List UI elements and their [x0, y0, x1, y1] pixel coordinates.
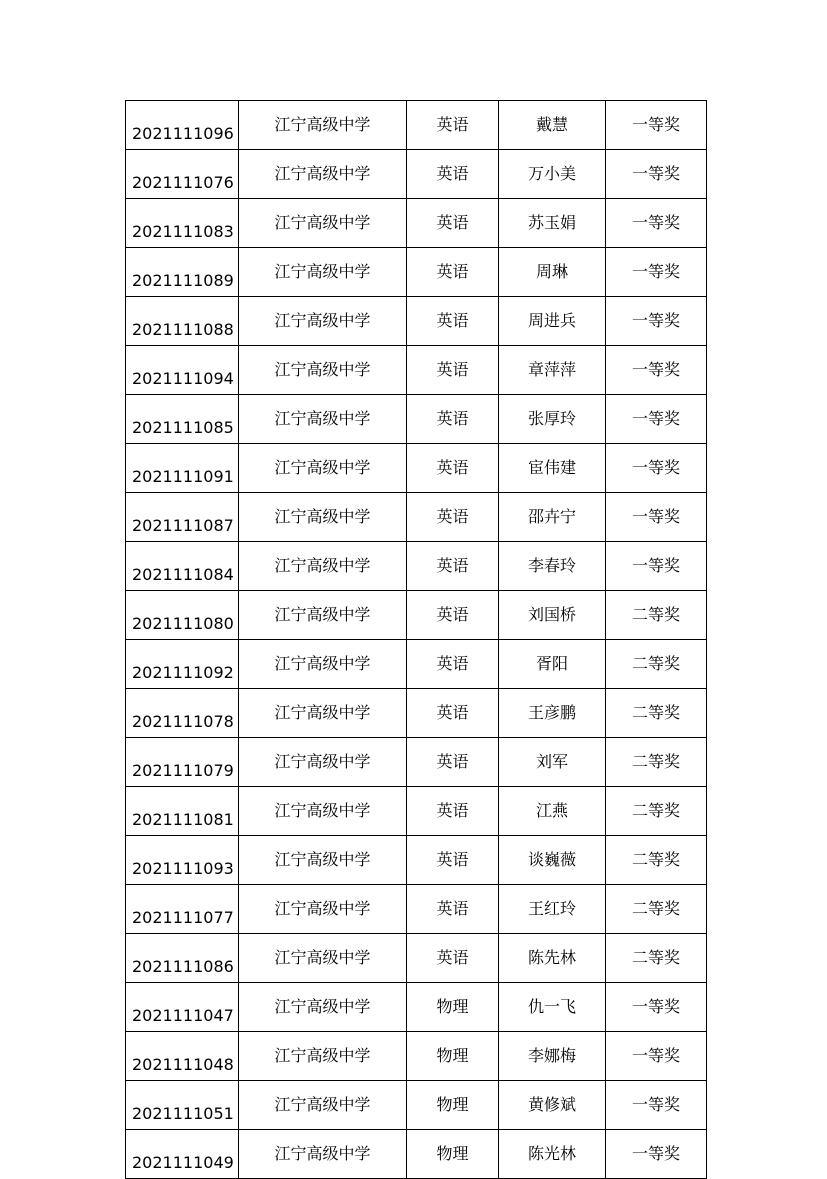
cell-subject-text: 英语: [436, 605, 469, 624]
cell-school-text: 江宁高级中学: [274, 752, 371, 771]
cell-subject-text: 英语: [436, 948, 469, 967]
cell-school: [239, 1130, 407, 1179]
cell-award: [606, 150, 707, 199]
cell-name: [499, 395, 606, 444]
cell-subject-text: 英语: [436, 507, 469, 526]
cell-subject-text: 英语: [436, 409, 469, 428]
cell-school-text: 江宁高级中学: [274, 360, 371, 379]
cell-id: [126, 640, 239, 689]
cell-award: [606, 1081, 707, 1130]
cell-name: [499, 689, 606, 738]
cell-name: [499, 1081, 606, 1130]
cell-id-text: 2021111084: [132, 565, 234, 584]
table-row: [126, 395, 707, 444]
cell-award: [606, 493, 707, 542]
cell-award: [606, 689, 707, 738]
cell-id: [126, 1081, 239, 1130]
cell-id-text: 2021111049: [132, 1153, 234, 1172]
cell-name: [499, 1130, 606, 1179]
cell-name-text: 宦伟建: [527, 458, 576, 477]
cell-award: [606, 248, 707, 297]
cell-name: [499, 297, 606, 346]
cell-name-text: 李春玲: [527, 556, 576, 575]
cell-school-text: 江宁高级中学: [274, 948, 371, 967]
table-row: [126, 297, 707, 346]
cell-name: [499, 591, 606, 640]
cell-name: [499, 346, 606, 395]
cell-name: [499, 542, 606, 591]
cell-id: [126, 591, 239, 640]
cell-id: [126, 493, 239, 542]
cell-subject: [407, 101, 499, 150]
cell-school: [239, 591, 407, 640]
cell-subject-text: 英语: [436, 262, 469, 281]
award-table: [125, 100, 707, 1179]
cell-name-text: 万小美: [527, 164, 576, 183]
cell-award: [606, 738, 707, 787]
cell-subject-text: 英语: [436, 703, 469, 722]
cell-award-text: 二等奖: [631, 850, 680, 869]
cell-name-text: 邵卉宁: [527, 507, 576, 526]
cell-subject: [407, 297, 499, 346]
cell-name: [499, 640, 606, 689]
table-row: [126, 1081, 707, 1130]
cell-id-text: 2021111087: [132, 516, 234, 535]
cell-subject: [407, 787, 499, 836]
cell-school-text: 江宁高级中学: [274, 115, 371, 134]
table-row: [126, 101, 707, 150]
cell-id-text: 2021111088: [132, 320, 234, 339]
cell-award-text: 一等奖: [631, 164, 680, 183]
cell-award-text: 一等奖: [631, 1144, 680, 1163]
cell-name-text: 仇一飞: [527, 997, 576, 1016]
table-row: [126, 689, 707, 738]
cell-subject-text: 英语: [436, 801, 469, 820]
table-row: [126, 983, 707, 1032]
cell-name-text: 谈巍薇: [527, 850, 576, 869]
cell-school: [239, 150, 407, 199]
cell-award-text: 二等奖: [631, 703, 680, 722]
table-row: [126, 934, 707, 983]
cell-name-text: 章萍萍: [527, 360, 576, 379]
cell-id: [126, 983, 239, 1032]
cell-id-text: 2021111080: [132, 614, 234, 633]
cell-id-text: 2021111091: [132, 467, 234, 486]
cell-subject: [407, 444, 499, 493]
cell-award-text: 一等奖: [631, 1046, 680, 1065]
cell-school-text: 江宁高级中学: [274, 654, 371, 673]
cell-award: [606, 836, 707, 885]
table-row: [126, 199, 707, 248]
table-row: [126, 150, 707, 199]
cell-school: [239, 248, 407, 297]
cell-subject-text: 英语: [436, 556, 469, 575]
cell-school: [239, 493, 407, 542]
cell-name: [499, 885, 606, 934]
cell-name: [499, 836, 606, 885]
cell-subject-text: 物理: [436, 1046, 469, 1065]
cell-award-text: 一等奖: [631, 115, 680, 134]
cell-school: [239, 395, 407, 444]
cell-school: [239, 787, 407, 836]
cell-school: [239, 836, 407, 885]
cell-school-text: 江宁高级中学: [274, 556, 371, 575]
cell-award-text: 一等奖: [631, 409, 680, 428]
cell-award-text: 二等奖: [631, 654, 680, 673]
table-row: [126, 738, 707, 787]
cell-id: [126, 101, 239, 150]
cell-award-text: 二等奖: [631, 752, 680, 771]
cell-school: [239, 346, 407, 395]
cell-school-text: 江宁高级中学: [274, 997, 371, 1016]
cell-name: [499, 934, 606, 983]
cell-school-text: 江宁高级中学: [274, 262, 371, 281]
cell-school-text: 江宁高级中学: [274, 311, 371, 330]
cell-id-text: 2021111047: [132, 1006, 234, 1025]
cell-school-text: 江宁高级中学: [274, 1046, 371, 1065]
cell-subject: [407, 885, 499, 934]
cell-school: [239, 199, 407, 248]
cell-subject-text: 物理: [436, 1095, 469, 1114]
cell-school-text: 江宁高级中学: [274, 899, 371, 918]
cell-id-text: 2021111089: [132, 271, 234, 290]
cell-subject: [407, 150, 499, 199]
table-row: [126, 591, 707, 640]
cell-award: [606, 1130, 707, 1179]
cell-subject-text: 英语: [436, 360, 469, 379]
table-row: [126, 1130, 707, 1179]
cell-name-text: 戴慧: [535, 115, 568, 134]
cell-subject: [407, 493, 499, 542]
cell-name-text: 苏玉娟: [527, 213, 576, 232]
cell-school-text: 江宁高级中学: [274, 801, 371, 820]
cell-name-text: 江燕: [535, 801, 568, 820]
cell-school-text: 江宁高级中学: [274, 703, 371, 722]
cell-award: [606, 542, 707, 591]
cell-id: [126, 1032, 239, 1081]
table-row: [126, 542, 707, 591]
cell-subject-text: 物理: [436, 1144, 469, 1163]
cell-id-text: 2021111076: [132, 173, 234, 192]
cell-id: [126, 1130, 239, 1179]
cell-subject-text: 物理: [436, 997, 469, 1016]
cell-school-text: 江宁高级中学: [274, 605, 371, 624]
cell-subject: [407, 836, 499, 885]
cell-subject-text: 英语: [436, 654, 469, 673]
cell-subject: [407, 248, 499, 297]
cell-id: [126, 346, 239, 395]
cell-id: [126, 787, 239, 836]
cell-name: [499, 150, 606, 199]
cell-id-text: 2021111077: [132, 908, 234, 927]
cell-school: [239, 640, 407, 689]
cell-school: [239, 101, 407, 150]
cell-school-text: 江宁高级中学: [274, 1144, 371, 1163]
cell-school: [239, 885, 407, 934]
cell-id: [126, 738, 239, 787]
cell-id-text: 2021111092: [132, 663, 234, 682]
cell-subject: [407, 738, 499, 787]
cell-school-text: 江宁高级中学: [274, 213, 371, 232]
cell-id: [126, 248, 239, 297]
cell-subject-text: 英语: [436, 752, 469, 771]
table-row: [126, 1032, 707, 1081]
cell-subject: [407, 934, 499, 983]
cell-award-text: 一等奖: [631, 360, 680, 379]
cell-id: [126, 885, 239, 934]
table-row: [126, 444, 707, 493]
cell-award: [606, 983, 707, 1032]
cell-subject: [407, 591, 499, 640]
cell-name: [499, 493, 606, 542]
cell-subject: [407, 983, 499, 1032]
cell-subject-text: 英语: [436, 164, 469, 183]
cell-subject-text: 英语: [436, 213, 469, 232]
cell-id-text: 2021111081: [132, 810, 234, 829]
cell-name-text: 陈先林: [527, 948, 576, 967]
cell-award: [606, 1032, 707, 1081]
cell-name-text: 刘国桥: [527, 605, 576, 624]
cell-id-text: 2021111078: [132, 712, 234, 731]
table-row: [126, 885, 707, 934]
cell-award-text: 一等奖: [631, 311, 680, 330]
cell-school: [239, 444, 407, 493]
cell-award-text: 二等奖: [631, 899, 680, 918]
cell-id: [126, 836, 239, 885]
table-row: [126, 493, 707, 542]
cell-subject: [407, 1130, 499, 1179]
cell-award-text: 一等奖: [631, 1095, 680, 1114]
cell-award: [606, 591, 707, 640]
cell-id-text: 2021111083: [132, 222, 234, 241]
cell-school: [239, 934, 407, 983]
cell-subject-text: 英语: [436, 458, 469, 477]
cell-school-text: 江宁高级中学: [274, 507, 371, 526]
cell-name: [499, 248, 606, 297]
cell-name: [499, 787, 606, 836]
cell-award: [606, 640, 707, 689]
cell-award-text: 一等奖: [631, 262, 680, 281]
cell-name: [499, 983, 606, 1032]
cell-subject-text: 英语: [436, 899, 469, 918]
cell-award: [606, 885, 707, 934]
cell-school: [239, 1081, 407, 1130]
cell-id-text: 2021111093: [132, 859, 234, 878]
table-row: [126, 787, 707, 836]
cell-id-text: 2021111085: [132, 418, 234, 437]
cell-name: [499, 738, 606, 787]
cell-award-text: 一等奖: [631, 556, 680, 575]
cell-id: [126, 444, 239, 493]
cell-id-text: 2021111048: [132, 1055, 234, 1074]
cell-name: [499, 199, 606, 248]
award-table-body: [126, 101, 707, 1179]
cell-id-text: 2021111094: [132, 369, 234, 388]
cell-school: [239, 297, 407, 346]
cell-id-text: 2021111079: [132, 761, 234, 780]
cell-name-text: 周进兵: [527, 311, 576, 330]
cell-name-text: 李娜梅: [527, 1046, 576, 1065]
cell-id: [126, 199, 239, 248]
cell-subject-text: 英语: [436, 311, 469, 330]
cell-subject: [407, 199, 499, 248]
cell-award-text: 一等奖: [631, 458, 680, 477]
cell-name-text: 周琳: [535, 262, 568, 281]
cell-subject: [407, 346, 499, 395]
cell-school-text: 江宁高级中学: [274, 458, 371, 477]
cell-id-text: 2021111051: [132, 1104, 234, 1123]
cell-award: [606, 444, 707, 493]
cell-award: [606, 395, 707, 444]
cell-award-text: 二等奖: [631, 605, 680, 624]
table-row: [126, 248, 707, 297]
cell-name-text: 胥阳: [535, 654, 568, 673]
cell-award-text: 一等奖: [631, 997, 680, 1016]
cell-id: [126, 395, 239, 444]
cell-name: [499, 1032, 606, 1081]
cell-award: [606, 297, 707, 346]
cell-id-text: 2021111096: [132, 124, 234, 143]
cell-name: [499, 101, 606, 150]
cell-name-text: 刘军: [535, 752, 568, 771]
cell-id-text: 2021111086: [132, 957, 234, 976]
cell-school-text: 江宁高级中学: [274, 409, 371, 428]
cell-subject: [407, 689, 499, 738]
cell-school: [239, 1032, 407, 1081]
cell-subject: [407, 640, 499, 689]
cell-school-text: 江宁高级中学: [274, 850, 371, 869]
cell-award: [606, 101, 707, 150]
cell-award-text: 二等奖: [631, 948, 680, 967]
cell-subject: [407, 1081, 499, 1130]
cell-id: [126, 150, 239, 199]
cell-subject: [407, 1032, 499, 1081]
cell-subject-text: 英语: [436, 850, 469, 869]
cell-id: [126, 689, 239, 738]
cell-school-text: 江宁高级中学: [274, 164, 371, 183]
cell-name-text: 黄修斌: [527, 1095, 576, 1114]
table-row: [126, 640, 707, 689]
cell-school: [239, 542, 407, 591]
cell-id: [126, 297, 239, 346]
cell-award: [606, 787, 707, 836]
cell-school-text: 江宁高级中学: [274, 1095, 371, 1114]
cell-school: [239, 738, 407, 787]
cell-subject: [407, 542, 499, 591]
cell-award: [606, 934, 707, 983]
cell-award-text: 二等奖: [631, 801, 680, 820]
cell-school: [239, 689, 407, 738]
cell-subject: [407, 395, 499, 444]
cell-award: [606, 199, 707, 248]
cell-name-text: 王彦鹏: [527, 703, 576, 722]
cell-subject-text: 英语: [436, 115, 469, 134]
cell-name-text: 张厚玲: [527, 409, 576, 428]
cell-name-text: 王红玲: [527, 899, 576, 918]
table-row: [126, 346, 707, 395]
cell-id: [126, 542, 239, 591]
cell-school: [239, 983, 407, 1032]
cell-award-text: 一等奖: [631, 213, 680, 232]
cell-award-text: 一等奖: [631, 507, 680, 526]
cell-name-text: 陈光林: [527, 1144, 576, 1163]
table-row: [126, 836, 707, 885]
cell-id: [126, 934, 239, 983]
cell-name: [499, 444, 606, 493]
cell-award: [606, 346, 707, 395]
